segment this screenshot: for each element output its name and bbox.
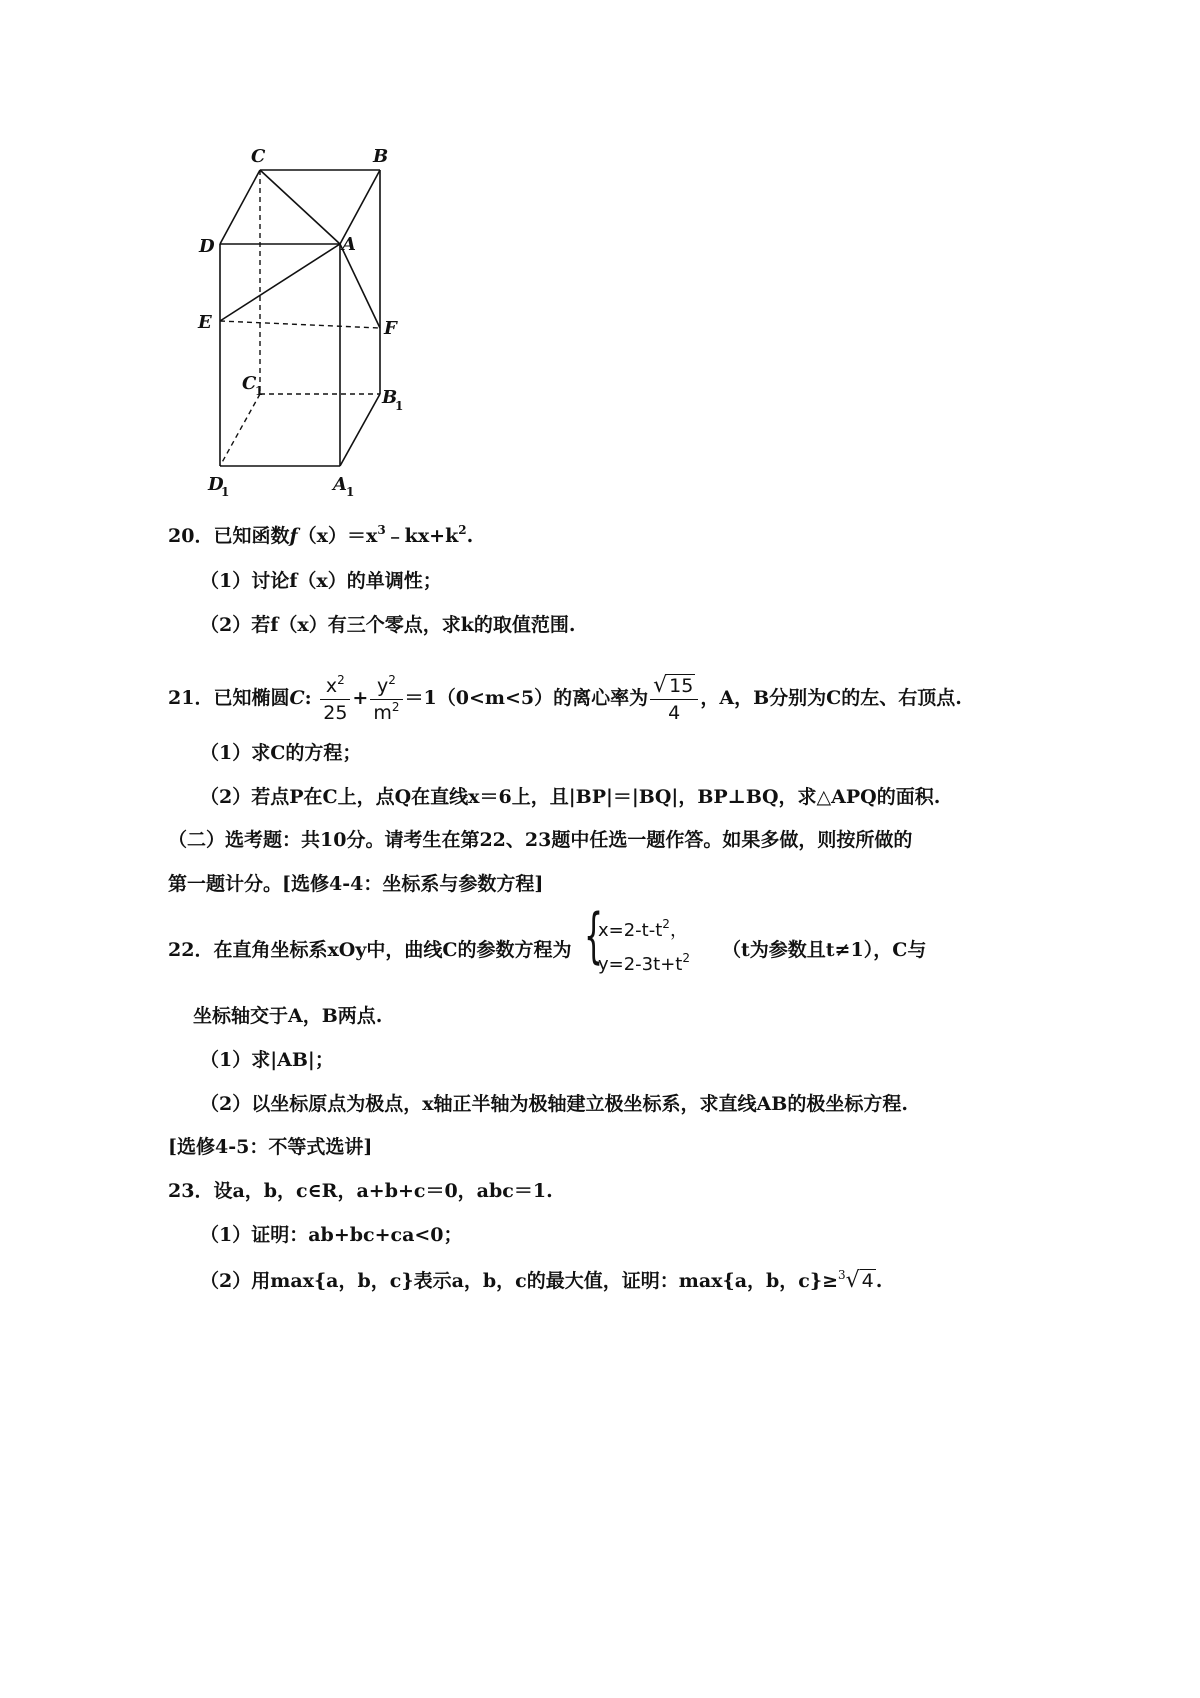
label-D1: D (208, 474, 224, 495)
ellipse-term-x: $\frac{x^2}{25}$ (320, 674, 350, 725)
q23-stem: 23．设a，b，c∈R，a+b+c＝0，abc＝1. (168, 1180, 553, 1202)
q23-part1: （1）证明：ab+bc+ca<0； (200, 1224, 463, 1246)
label-C1: C (242, 373, 257, 394)
edge-EF-hidden (220, 321, 380, 328)
label-C1-sub: 1 (255, 384, 264, 398)
label-A: A (342, 234, 356, 255)
label-D: D (199, 236, 215, 257)
label-B: B (373, 146, 389, 167)
edge-EA (220, 244, 340, 321)
edge-A1B1 (340, 394, 380, 466)
label-B1: B (382, 387, 398, 408)
radical-icon: √ (845, 1268, 860, 1293)
q21-part2: （2）若点P在C上，点Q在直线x＝6上，且|BP|＝|BQ|，BP⊥BQ，求△APQ的面积. (200, 786, 941, 808)
param-eq-x: $x=2-t-t^2$， (598, 917, 688, 941)
q21-stem: 21．已知椭圆C: $\frac{x^2}{25}$ + $\frac{y^2}{m^2}$ ＝1（0<m<5）的离心率为 $\frac{√ 15}{4}$ ，A，B分别为C的左、右顶点. (168, 672, 962, 724)
q23-part2: （2）用max{a，b，c}表示a，b，c的最大值，证明：max{a，b，c}≥$^3$√ 4 . (200, 1268, 883, 1293)
q22-stem-post: （t为参数且t≠1），C与 (722, 939, 927, 961)
label-C: C (251, 146, 266, 167)
edge-CD (220, 170, 260, 244)
parametric-system (584, 901, 724, 982)
edge-BA (340, 170, 380, 244)
geometry-figure (190, 140, 450, 510)
q21-number: 21． (168, 687, 214, 709)
eccentricity-fraction: $\frac{√ 15}{4}$ (650, 674, 698, 725)
brace-icon: { (584, 901, 604, 971)
label-E: E (198, 312, 212, 333)
label-F: F (384, 318, 397, 339)
q22-part2: （2）以坐标原点为极点，x轴正半轴为极轴建立极坐标系，求直线AB的极坐标方程. (200, 1093, 908, 1115)
q20-part2: （2）若f（x）有三个零点，求k的取值范围. (200, 614, 576, 636)
ellipse-term-y: $\frac{y^2}{m^2}$ (370, 674, 402, 725)
param-eq-y: $y=2-3t+t^2$ (598, 951, 690, 975)
q21-part1: （1）求C的方程； (200, 742, 362, 764)
section-optional-line1: （二）选考题：共10分。请考生在第22、23题中任选一题作答。如果多做，则按所做的 (168, 829, 913, 851)
q22-stem-line2: 坐标轴交于A，B两点. (193, 1005, 383, 1027)
label-A1: A (333, 474, 347, 495)
q20-number: 20． (168, 525, 214, 547)
label-A1-sub: 1 (346, 485, 355, 499)
edge-C1D1-hidden (220, 394, 260, 466)
q20-part1: （1）讨论f（x）的单调性； (200, 570, 442, 592)
section-optional-line2: 第一题计分。[选修4-4：坐标系与参数方程] (168, 873, 544, 895)
label-D1-sub: 1 (221, 485, 230, 499)
q20-stem: 20．已知函数$f(x)=x^3﹣kx+k^2$. (168, 523, 474, 547)
q22-part1: （1）求|AB|； (200, 1049, 334, 1071)
edge-AF (340, 244, 380, 328)
label-B1-sub: 1 (395, 399, 404, 413)
q22-stem-pre: 22．在直角坐标系xOy中，曲线C的参数方程为 (168, 939, 572, 961)
edge-CA (260, 170, 340, 244)
cube-root-index: 3 (838, 1268, 846, 1282)
section-inequality-heading: [选修4-5：不等式选讲] (168, 1136, 373, 1158)
